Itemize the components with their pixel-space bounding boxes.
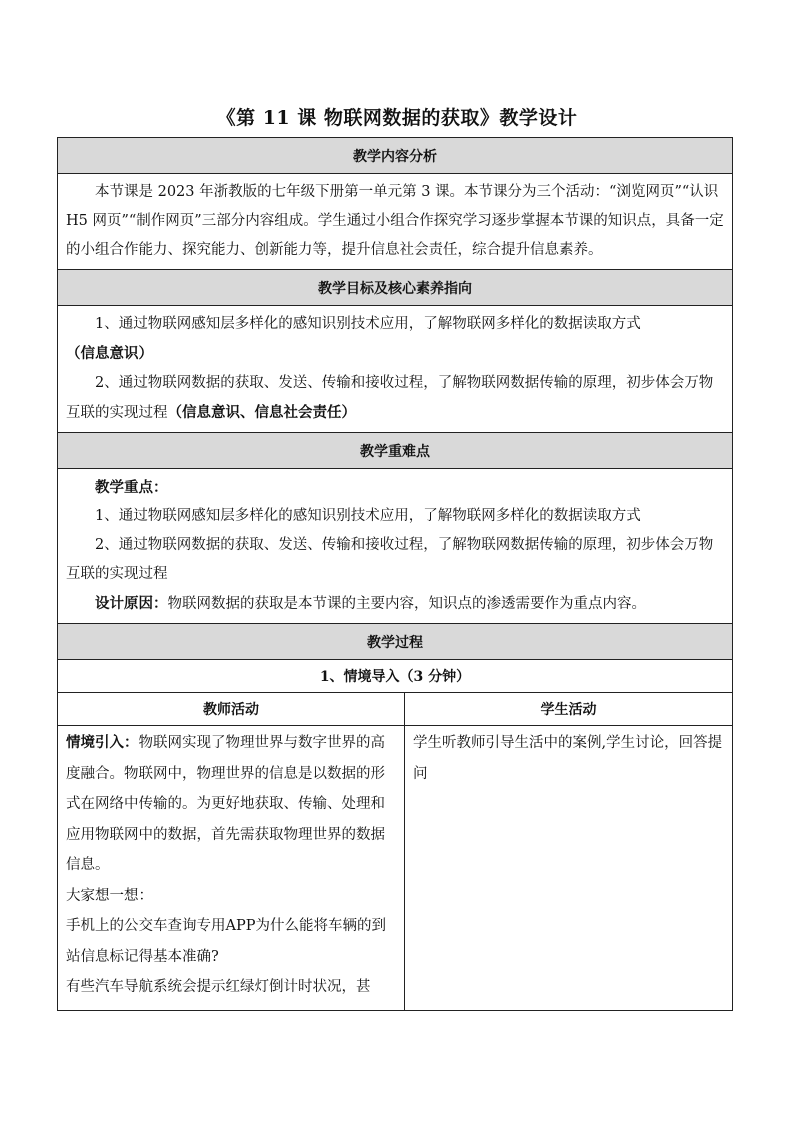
stage-title: 1、情境导入（3 分钟） bbox=[58, 660, 733, 693]
column-header-student: 学生活动 bbox=[405, 693, 733, 726]
section-header-process: 教学过程 bbox=[58, 624, 733, 660]
goal-item bbox=[66, 369, 726, 428]
focus-label: 教学重点： bbox=[95, 479, 168, 496]
content-analysis-text: 本节课是 2023 年浙教版的七年级下册第一单元第 3 课。本节课分为三个活动：“浏览网页”“认识 H5 网页”“制作网页”三部分内容组成。学生通过小组合作探究学习逐步掌握本节课的知识点，具备一定的小组合作能力、探究能力、创新能力等，提升信息社会责任，综合提升信息素养。 bbox=[66, 184, 724, 258]
document-title: 《第 11 课 物联网数据的获取》教学设计 bbox=[216, 107, 578, 129]
content-analysis-cell bbox=[58, 174, 733, 270]
key-points-cell bbox=[58, 469, 733, 624]
goal-literacy-tag: （信息意识、信息社会责任） bbox=[167, 404, 356, 421]
key-point-item: 2、通过物联网数据的获取、发送、传输和接收过程，了解物联网数据传输的原理，初步体会万物互联的实现过程 bbox=[66, 537, 714, 582]
intro-label: 情境引入： bbox=[66, 734, 139, 751]
design-reason-label: 设计原因： bbox=[95, 595, 168, 612]
question-text: 手机上的公交车查询专用APP为什么能将车辆的到站信息标记得基本准确? bbox=[66, 918, 386, 965]
section-header-key-points: 教学重难点 bbox=[58, 433, 733, 469]
section-header-goals: 教学目标及核心素养指向 bbox=[58, 270, 733, 306]
student-activity-cell bbox=[405, 726, 733, 1011]
prompt-text: 大家想一想： bbox=[66, 887, 153, 904]
goal-text: 1、通过物联网感知层多样化的感知识别技术应用，了解物联网多样化的数据读取方式 bbox=[95, 316, 641, 332]
key-point-item: 1、通过物联网感知层多样化的感知识别技术应用，了解物联网多样化的数据读取方式 bbox=[95, 508, 641, 524]
teacher-activity-cell bbox=[58, 726, 405, 1011]
student-activity-text: 学生听教师引导生活中的案例,学生讨论，回答提问 bbox=[413, 735, 723, 782]
section-header-content-analysis: 教学内容分析 bbox=[58, 138, 733, 174]
goals-cell bbox=[58, 306, 733, 433]
intro-paragraph bbox=[66, 728, 398, 881]
column-header-teacher: 教师活动 bbox=[58, 693, 405, 726]
goal-item bbox=[66, 310, 726, 369]
design-reason bbox=[66, 589, 726, 619]
goal-text: 2、通过物联网数据的获取、发送、传输和接收过程，了解物联网数据传输的原理，初步体会万物互联的实现过程 bbox=[66, 375, 714, 421]
design-reason-text: 物联网数据的获取是本节课的主要内容，知识点的渗透需要作为重点内容。 bbox=[167, 596, 646, 612]
lesson-plan-table bbox=[57, 137, 733, 1011]
intro-text: 物联网实现了物理世界与数字世界的高度融合。物联网中，物理世界的信息是以数据的形式在网络中传输的。为更好地获取、传输、处理和应用物联网中的数据，首先需获取物理世界的数据信息。 bbox=[66, 735, 385, 873]
question-text: 有些汽车导航系统会提示红绿灯倒计时状况，甚 bbox=[66, 979, 371, 995]
goal-literacy-tag: （信息意识） bbox=[66, 345, 153, 362]
